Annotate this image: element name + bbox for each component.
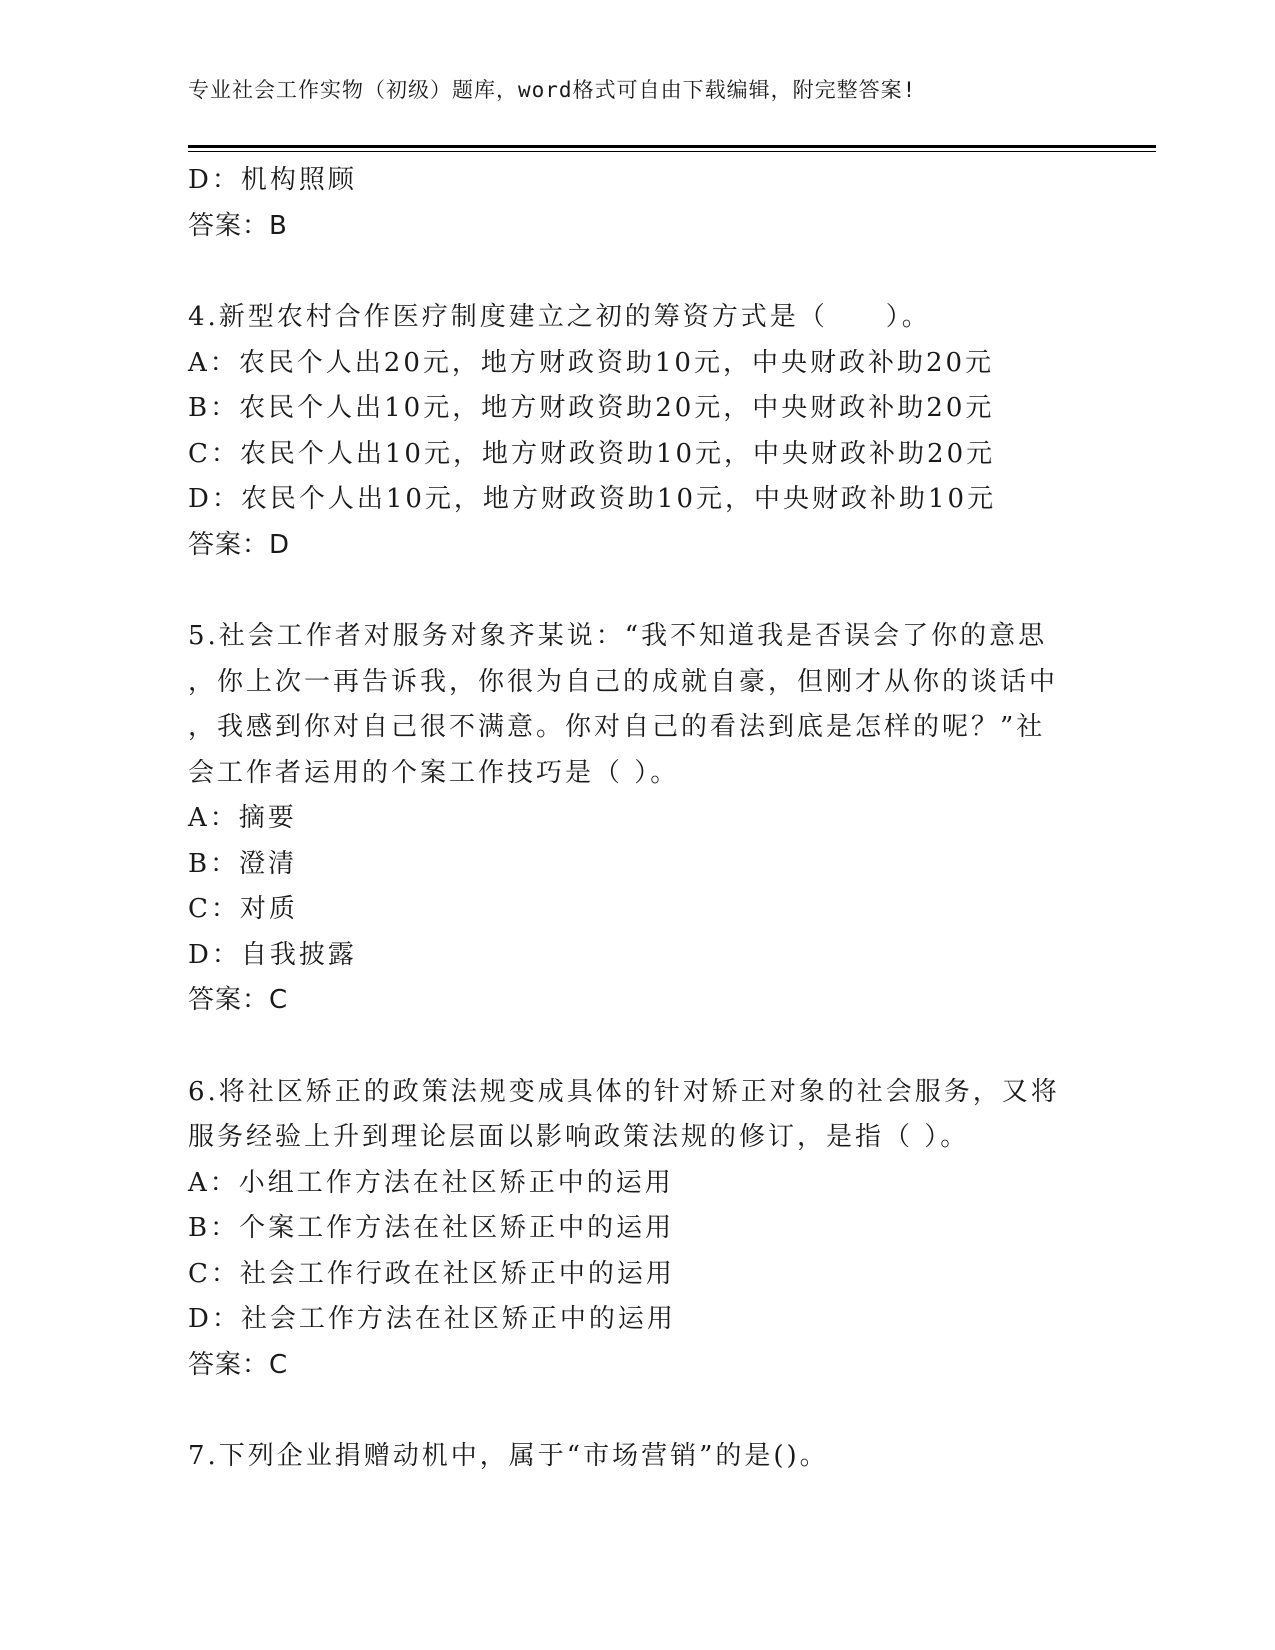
q5-stem-line-1: 5.社会工作者对服务对象齐某说：“我不知道我是否误会了你的意思	[188, 621, 1048, 651]
q6-option-c: C：社会工作行政在社区矫正中的运用	[188, 1258, 675, 1289]
q4-option-a: A：农民个人出20元，地方财政资助10元，中央财政补助20元	[188, 347, 995, 378]
q5-option-d: D：自我披露	[188, 939, 357, 970]
q6-option-b: B：个案工作方法在社区矫正中的运用	[188, 1213, 675, 1243]
q5-stem-line-4: 会工作者运用的个案工作技巧是（ ）。	[188, 757, 680, 788]
page-header: 专业社会工作实物（初级）题库，word格式可自由下载编辑，附完整答案!	[188, 78, 917, 102]
q6-option-a: A：小组工作方法在社区矫正中的运用	[188, 1167, 674, 1198]
q4-answer: 答案：D	[188, 529, 291, 560]
header-rule-thick	[188, 145, 1156, 148]
q5-stem-line-2: ，你上次一再告诉我，你很为自己的成就自豪，但刚才从你的谈话中	[188, 666, 1059, 697]
document-body	[188, 158, 1088, 1480]
q6-stem-line-1: 6.将社区矫正的政策法规变成具体的针对矫正对象的社会服务，又将	[188, 1076, 1060, 1107]
q5-option-a: A：摘要	[188, 803, 297, 833]
q3-answer: 答案：B	[188, 210, 288, 241]
q7-stem: 7.下列企业捐赠动机中，属于“市场营销”的是()。	[188, 1441, 829, 1471]
q5-option-c: C：对质	[188, 894, 298, 924]
q4-option-b: B：农民个人出10元，地方财政资助20元，中央财政补助20元	[188, 393, 995, 423]
q5-option-b: B：澄清	[188, 848, 298, 879]
q4-option-c: C：农民个人出10元，地方财政资助10元，中央财政补助20元	[188, 438, 996, 469]
q5-stem-line-3: ，我感到你对自己很不满意。你对自己的看法到底是怎样的呢？”社	[188, 712, 1046, 742]
q6-option-d: D：社会工作方法在社区矫正中的运用	[188, 1304, 676, 1334]
q4-option-d: D：农民个人出10元，地方财政资助10元，中央财政补助10元	[188, 484, 997, 514]
q6-stem-line-2: 服务经验上升到理论层面以影响政策法规的修订，是指（ ）。	[188, 1122, 970, 1152]
q5-answer: 答案：C	[188, 985, 289, 1015]
q3-option-d: D：机构照顾	[188, 165, 357, 195]
q6-answer: 答案：C	[188, 1349, 289, 1380]
header-rule-thin	[188, 151, 1156, 152]
q4-stem: 4.新型农村合作医疗制度建立之初的筹资方式是（ ）。	[188, 302, 931, 332]
